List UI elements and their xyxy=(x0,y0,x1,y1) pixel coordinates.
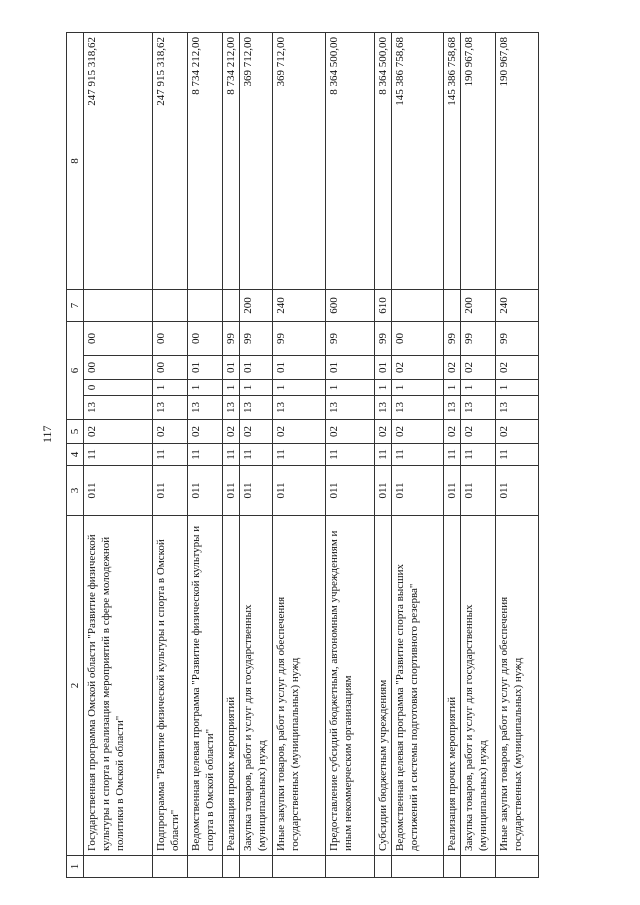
cell-col-1 xyxy=(240,856,273,878)
cell-subsection: 02 xyxy=(240,420,273,444)
cell-amount: 145 386 758,68 xyxy=(392,33,444,290)
cell-expense-type xyxy=(444,290,461,322)
cell-section: 11 xyxy=(461,444,496,466)
cell-col-1 xyxy=(188,856,223,878)
cell-name: Государственная программа Омской области "Развитие физической культуры и спорта и реализация мероприятий в сфере молодежной политики в Омской области" xyxy=(84,516,153,856)
cell-target-direction: 99 xyxy=(444,322,461,356)
cell-name: Ведомственная целевая программа "Развитие физической культуры и спорта в Омской области" xyxy=(188,516,223,856)
cell-subsection: 02 xyxy=(326,420,375,444)
cell-target-main: 02 xyxy=(392,356,444,380)
cell-expense-type xyxy=(392,290,444,322)
cell-target-main: 01 xyxy=(273,356,326,380)
cell-col-1 xyxy=(496,856,539,878)
table-row xyxy=(273,33,326,878)
cell-target-direction: 00 xyxy=(392,322,444,356)
cell-expense-type: 200 xyxy=(240,290,273,322)
cell-target-subprogram: 1 xyxy=(392,380,444,396)
cell-section: 11 xyxy=(223,444,240,466)
cell-col-1 xyxy=(326,856,375,878)
cell-subsection: 02 xyxy=(223,420,240,444)
cell-target-program: 13 xyxy=(444,396,461,420)
cell-code-admin: 011 xyxy=(273,466,326,516)
page-number: 117 xyxy=(40,425,54,443)
cell-target-program: 13 xyxy=(223,396,240,420)
cell-target-program: 13 xyxy=(496,396,539,420)
cell-amount: 190 967,08 xyxy=(496,33,539,290)
header-col-7: 7 xyxy=(67,290,84,322)
cell-target-direction: 99 xyxy=(273,322,326,356)
cell-col-1 xyxy=(392,856,444,878)
cell-target-program: 13 xyxy=(375,396,392,420)
cell-amount: 369 712,00 xyxy=(273,33,326,290)
cell-code-admin: 011 xyxy=(240,466,273,516)
cell-target-direction: 99 xyxy=(223,322,240,356)
cell-expense-type: 200 xyxy=(461,290,496,322)
cell-amount: 247 915 318,62 xyxy=(153,33,188,290)
cell-name: Субсидии бюджетным учреждениям xyxy=(375,516,392,856)
cell-amount: 8 734 212,00 xyxy=(188,33,223,290)
cell-name: Иные закупки товаров, работ и услуг для обеспечения государственных (муниципальных) нужд xyxy=(273,516,326,856)
cell-name: Подпрограмма "Развитие физической культуры и спорта в Омской области" xyxy=(153,516,188,856)
cell-target-subprogram: 1 xyxy=(461,380,496,396)
cell-target-subprogram: 1 xyxy=(375,380,392,396)
cell-amount: 8 364 500,00 xyxy=(326,33,375,290)
cell-target-subprogram: 1 xyxy=(223,380,240,396)
cell-subsection: 02 xyxy=(153,420,188,444)
cell-target-main: 01 xyxy=(326,356,375,380)
cell-expense-type xyxy=(223,290,240,322)
cell-target-program: 13 xyxy=(188,396,223,420)
cell-section: 11 xyxy=(188,444,223,466)
cell-target-subprogram: 1 xyxy=(496,380,539,396)
table-row xyxy=(84,33,153,878)
cell-expense-type xyxy=(153,290,188,322)
cell-target-subprogram: 1 xyxy=(153,380,188,396)
cell-amount: 369 712,00 xyxy=(240,33,273,290)
cell-col-1 xyxy=(84,856,153,878)
table-row xyxy=(153,33,188,878)
cell-col-1 xyxy=(153,856,188,878)
cell-target-direction: 00 xyxy=(153,322,188,356)
cell-target-main: 02 xyxy=(444,356,461,380)
cell-target-program: 13 xyxy=(326,396,375,420)
cell-expense-type: 240 xyxy=(273,290,326,322)
table-row xyxy=(444,33,461,878)
table-row xyxy=(375,33,392,878)
cell-target-program: 13 xyxy=(84,396,153,420)
header-col-3: 3 xyxy=(67,466,84,516)
cell-target-main: 00 xyxy=(153,356,188,380)
cell-col-1 xyxy=(223,856,240,878)
cell-target-subprogram: 1 xyxy=(240,380,273,396)
cell-col-1 xyxy=(273,856,326,878)
cell-col-1 xyxy=(375,856,392,878)
header-col-1: 1 xyxy=(67,856,84,878)
table-row xyxy=(326,33,375,878)
cell-section: 11 xyxy=(240,444,273,466)
header-col-8: 8 xyxy=(67,33,84,290)
cell-section: 11 xyxy=(392,444,444,466)
cell-target-main: 00 xyxy=(84,356,153,380)
header-col-2: 2 xyxy=(67,516,84,856)
cell-target-direction: 00 xyxy=(188,322,223,356)
cell-section: 11 xyxy=(375,444,392,466)
header-col-5: 5 xyxy=(67,420,84,444)
cell-target-direction: 99 xyxy=(496,322,539,356)
cell-expense-type xyxy=(188,290,223,322)
cell-section: 11 xyxy=(326,444,375,466)
cell-target-main: 02 xyxy=(461,356,496,380)
cell-target-program: 13 xyxy=(392,396,444,420)
cell-target-subprogram: 1 xyxy=(188,380,223,396)
cell-section: 11 xyxy=(153,444,188,466)
table-row xyxy=(188,33,223,878)
cell-target-subprogram: 1 xyxy=(326,380,375,396)
header-col-6: 6 xyxy=(67,322,84,420)
cell-subsection: 02 xyxy=(444,420,461,444)
cell-target-direction: 99 xyxy=(461,322,496,356)
table-row xyxy=(496,33,539,878)
cell-target-program: 13 xyxy=(273,396,326,420)
cell-name: Иные закупки товаров, работ и услуг для обеспечения государственных (муниципальных) нужд xyxy=(496,516,539,856)
cell-amount: 247 915 318,62 xyxy=(84,33,153,290)
cell-target-subprogram: 0 xyxy=(84,380,153,396)
cell-name: Ведомственная целевая программа "Развитие спорта высших достижений и системы подготовки спортивного резерва" xyxy=(392,516,444,856)
cell-target-direction: 99 xyxy=(326,322,375,356)
cell-target-direction: 00 xyxy=(84,322,153,356)
table-body xyxy=(84,33,539,878)
cell-section: 11 xyxy=(496,444,539,466)
cell-code-admin: 011 xyxy=(392,466,444,516)
cell-expense-type: 600 xyxy=(326,290,375,322)
cell-expense-type xyxy=(84,290,153,322)
cell-target-program: 13 xyxy=(240,396,273,420)
cell-code-admin: 011 xyxy=(153,466,188,516)
cell-amount: 8 364 500,00 xyxy=(375,33,392,290)
cell-section: 11 xyxy=(84,444,153,466)
cell-name: Закупка товаров, работ и услуг для государственных (муниципальных) нужд xyxy=(461,516,496,856)
cell-code-admin: 011 xyxy=(326,466,375,516)
cell-target-main: 01 xyxy=(188,356,223,380)
cell-name: Реализация прочих мероприятий xyxy=(223,516,240,856)
cell-target-direction: 99 xyxy=(240,322,273,356)
cell-subsection: 02 xyxy=(461,420,496,444)
cell-code-admin: 011 xyxy=(223,466,240,516)
cell-subsection: 02 xyxy=(84,420,153,444)
cell-subsection: 02 xyxy=(188,420,223,444)
budget-table xyxy=(66,32,539,878)
cell-name: Закупка товаров, работ и услуг для государственных (муниципальных) нужд xyxy=(240,516,273,856)
cell-target-program: 13 xyxy=(461,396,496,420)
cell-amount: 8 734 212,00 xyxy=(223,33,240,290)
cell-code-admin: 011 xyxy=(496,466,539,516)
table-row xyxy=(392,33,444,878)
cell-name: Предоставление субсидий бюджетным, автономным учреждениям и иным некоммерческим организациям xyxy=(326,516,375,856)
table-row xyxy=(223,33,240,878)
cell-code-admin: 011 xyxy=(461,466,496,516)
cell-amount: 145 386 758,68 xyxy=(444,33,461,290)
table-row xyxy=(240,33,273,878)
cell-target-direction: 99 xyxy=(375,322,392,356)
cell-code-admin: 011 xyxy=(444,466,461,516)
cell-col-1 xyxy=(461,856,496,878)
cell-subsection: 02 xyxy=(496,420,539,444)
cell-target-main: 01 xyxy=(240,356,273,380)
cell-name: Реализация прочих мероприятий xyxy=(444,516,461,856)
cell-subsection: 02 xyxy=(375,420,392,444)
header-row xyxy=(67,33,84,878)
rotated-table-wrapper xyxy=(66,33,586,878)
cell-subsection: 02 xyxy=(392,420,444,444)
cell-col-1 xyxy=(444,856,461,878)
table-row xyxy=(461,33,496,878)
cell-section: 11 xyxy=(444,444,461,466)
cell-target-subprogram: 1 xyxy=(444,380,461,396)
cell-section: 11 xyxy=(273,444,326,466)
cell-subsection: 02 xyxy=(273,420,326,444)
cell-expense-type: 610 xyxy=(375,290,392,322)
cell-code-admin: 011 xyxy=(84,466,153,516)
cell-code-admin: 011 xyxy=(375,466,392,516)
cell-target-main: 01 xyxy=(375,356,392,380)
cell-code-admin: 011 xyxy=(188,466,223,516)
cell-expense-type: 240 xyxy=(496,290,539,322)
cell-amount: 190 967,08 xyxy=(461,33,496,290)
cell-target-subprogram: 1 xyxy=(273,380,326,396)
cell-target-main: 01 xyxy=(223,356,240,380)
cell-target-main: 02 xyxy=(496,356,539,380)
header-col-4: 4 xyxy=(67,444,84,466)
cell-target-program: 13 xyxy=(153,396,188,420)
